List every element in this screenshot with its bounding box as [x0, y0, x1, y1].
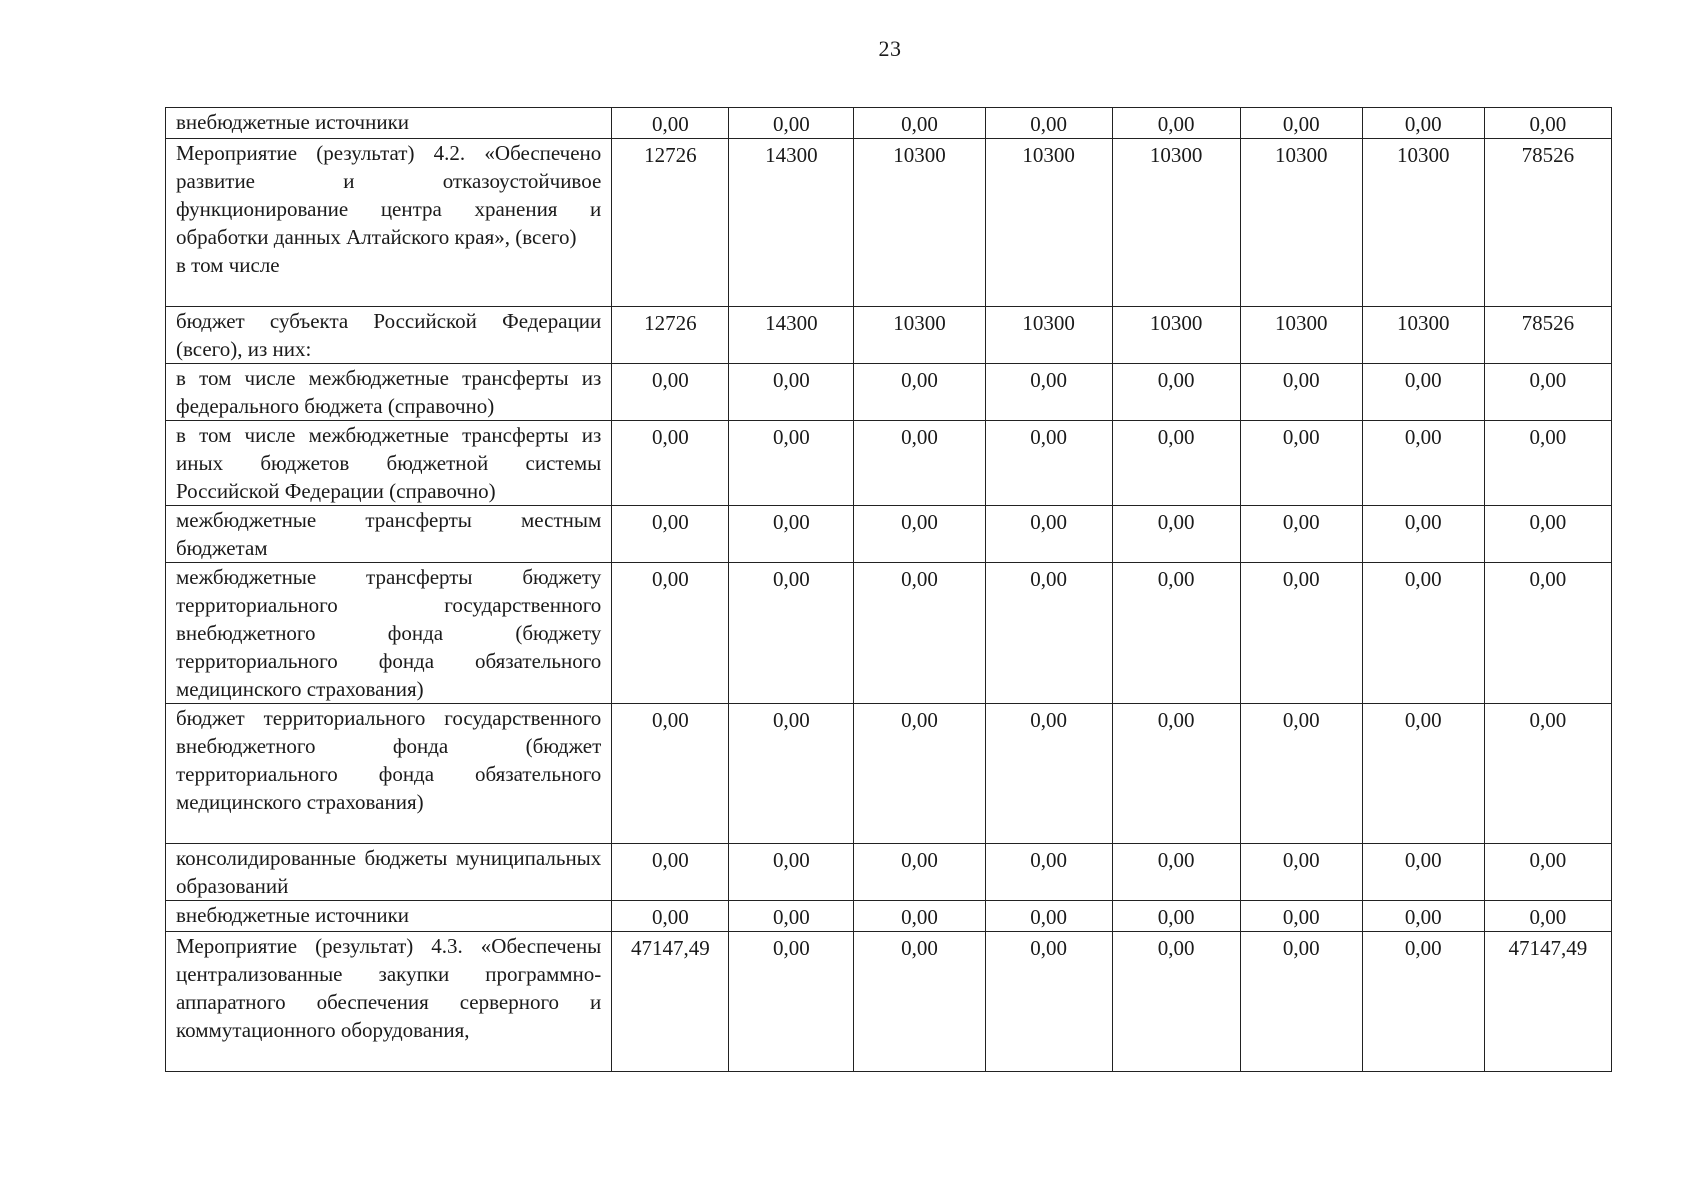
table-row	[166, 108, 1612, 139]
table-row	[166, 901, 1612, 932]
value-cell: 0,00	[1484, 901, 1611, 932]
row-label-main: Мероприятие (результат) 4.2. «Обеспечено развитие и отказоустойчивое функционирование центра хранения и обработки данных Алтайского края», (всего)	[176, 141, 602, 249]
value-cell: 0,00	[1112, 421, 1240, 506]
table-row	[166, 307, 1612, 364]
value-cell: 10300	[1362, 307, 1484, 364]
value-cell: 0,00	[1362, 901, 1484, 932]
value-cell: 0,00	[1484, 563, 1611, 704]
value-cell: 0,00	[729, 364, 854, 421]
row-label: в том числе межбюджетные трансферты из иных бюджетов бюджетной системы Российской Федерации (справочно)	[166, 421, 612, 506]
value-cell: 0,00	[729, 932, 854, 1072]
value-cell: 0,00	[1362, 844, 1484, 901]
row-label: внебюджетные источники	[166, 901, 612, 932]
value-cell: 0,00	[985, 506, 1112, 563]
value-cell: 0,00	[1362, 704, 1484, 844]
value-cell: 47147,49	[612, 932, 729, 1072]
value-cell: 0,00	[1362, 364, 1484, 421]
value-cell: 0,00	[1240, 563, 1362, 704]
value-cell: 0,00	[985, 901, 1112, 932]
value-cell: 0,00	[729, 901, 854, 932]
value-cell: 0,00	[1362, 506, 1484, 563]
value-cell: 10300	[1240, 307, 1362, 364]
value-cell: 0,00	[854, 421, 985, 506]
value-cell: 14300	[729, 139, 854, 307]
value-cell: 0,00	[612, 506, 729, 563]
value-cell: 0,00	[985, 364, 1112, 421]
table-row	[166, 704, 1612, 844]
value-cell: 10300	[985, 139, 1112, 307]
row-label: межбюджетные трансферты бюджету территориального государственного внебюджетного фонда (бюджету территориального фонда обязательного медицинского страхования)	[166, 563, 612, 704]
row-label: в том числе межбюджетные трансферты из федерального бюджета (справочно)	[166, 364, 612, 421]
value-cell: 0,00	[1484, 364, 1611, 421]
value-cell: 0,00	[1240, 844, 1362, 901]
value-cell: 78526	[1484, 307, 1611, 364]
value-cell: 0,00	[729, 506, 854, 563]
value-cell: 0,00	[1240, 108, 1362, 139]
value-cell: 0,00	[729, 844, 854, 901]
value-cell: 0,00	[1112, 901, 1240, 932]
value-cell: 0,00	[729, 704, 854, 844]
value-cell: 0,00	[985, 704, 1112, 844]
value-cell: 0,00	[854, 563, 985, 704]
value-cell: 0,00	[1112, 704, 1240, 844]
value-cell: 0,00	[1240, 901, 1362, 932]
value-cell: 0,00	[612, 844, 729, 901]
value-cell: 47147,49	[1484, 932, 1611, 1072]
row-label: бюджет субъекта Российской Федерации (всего), из них:	[166, 307, 612, 364]
value-cell: 0,00	[1112, 108, 1240, 139]
table-row	[166, 932, 1612, 1072]
value-cell: 78526	[1484, 139, 1611, 307]
value-cell: 0,00	[729, 563, 854, 704]
value-cell: 10300	[854, 139, 985, 307]
row-label: Мероприятие (результат) 4.3. «Обеспечены централизованные закупки программно-аппаратного обеспечения серверного и коммутационного оборудования,	[166, 932, 612, 1072]
value-cell: 0,00	[854, 901, 985, 932]
row-label-extra: в том числе	[176, 253, 280, 277]
table-row	[166, 139, 1612, 307]
value-cell: 0,00	[612, 563, 729, 704]
value-cell: 0,00	[985, 421, 1112, 506]
value-cell: 0,00	[985, 563, 1112, 704]
value-cell: 0,00	[854, 844, 985, 901]
value-cell: 0,00	[1112, 844, 1240, 901]
value-cell: 14300	[729, 307, 854, 364]
value-cell: 10300	[1240, 139, 1362, 307]
value-cell: 0,00	[1362, 563, 1484, 704]
value-cell: 0,00	[1240, 932, 1362, 1072]
value-cell: 0,00	[1362, 421, 1484, 506]
value-cell: 0,00	[985, 932, 1112, 1072]
value-cell: 0,00	[729, 108, 854, 139]
value-cell: 0,00	[1112, 506, 1240, 563]
value-cell: 0,00	[854, 932, 985, 1072]
value-cell: 0,00	[612, 421, 729, 506]
value-cell: 10300	[1112, 139, 1240, 307]
row-label: консолидированные бюджеты муниципальных образований	[166, 844, 612, 901]
value-cell: 0,00	[612, 364, 729, 421]
value-cell: 0,00	[1240, 421, 1362, 506]
value-cell: 0,00	[1362, 932, 1484, 1072]
row-label: внебюджетные источники	[166, 108, 612, 139]
value-cell: 0,00	[854, 704, 985, 844]
table-row	[166, 844, 1612, 901]
value-cell: 10300	[854, 307, 985, 364]
value-cell: 0,00	[612, 901, 729, 932]
value-cell: 0,00	[854, 364, 985, 421]
table-row	[166, 421, 1612, 506]
table-row	[166, 364, 1612, 421]
row-label: бюджет территориального государственного внебюджетного фонда (бюджет территориального фонда обязательного медицинского страхования)	[166, 704, 612, 844]
value-cell: 0,00	[1112, 563, 1240, 704]
value-cell: 0,00	[729, 421, 854, 506]
table-row	[166, 563, 1612, 704]
value-cell: 0,00	[1112, 364, 1240, 421]
value-cell: 0,00	[1484, 844, 1611, 901]
value-cell: 12726	[612, 139, 729, 307]
row-label	[166, 139, 612, 307]
value-cell: 0,00	[612, 704, 729, 844]
value-cell: 0,00	[1362, 108, 1484, 139]
budget-table	[165, 107, 1612, 1072]
value-cell: 0,00	[985, 108, 1112, 139]
value-cell: 0,00	[612, 108, 729, 139]
value-cell: 0,00	[854, 506, 985, 563]
value-cell: 12726	[612, 307, 729, 364]
value-cell: 10300	[1112, 307, 1240, 364]
value-cell: 0,00	[1484, 506, 1611, 563]
value-cell: 0,00	[1484, 704, 1611, 844]
table-row	[166, 506, 1612, 563]
value-cell: 0,00	[1112, 932, 1240, 1072]
row-label: межбюджетные трансферты местным бюджетам	[166, 506, 612, 563]
value-cell: 0,00	[1240, 704, 1362, 844]
value-cell: 0,00	[854, 108, 985, 139]
value-cell: 0,00	[1484, 421, 1611, 506]
value-cell: 10300	[985, 307, 1112, 364]
value-cell: 0,00	[1240, 364, 1362, 421]
value-cell: 0,00	[1240, 506, 1362, 563]
value-cell: 0,00	[985, 844, 1112, 901]
value-cell: 0,00	[1484, 108, 1611, 139]
page-number: 23	[878, 36, 902, 61]
value-cell: 10300	[1362, 139, 1484, 307]
